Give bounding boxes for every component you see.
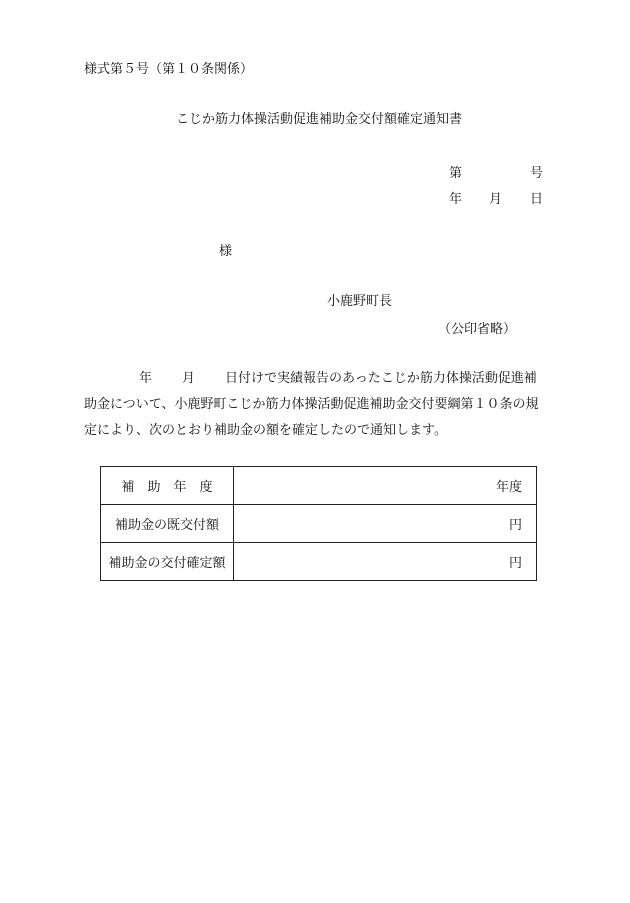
table-row — [101, 543, 537, 581]
body-month-label: 月 — [182, 371, 196, 386]
reference-number-suffix: 号 — [530, 166, 544, 181]
issuer-name: 小鹿野町長 — [327, 294, 393, 309]
row-value-already-granted: 円 — [234, 505, 537, 543]
body-line-3: 定により、次のとおり補助金の額を確定したので通知します。 — [84, 423, 447, 438]
row-label-confirmed-amount: 補助金の交付確定額 — [101, 543, 234, 581]
row-value-subsidy-year: 年度 — [234, 467, 537, 505]
body-line-1-text: 日付けで実績報告のあったこじか筋力体操活動促進補 — [225, 371, 537, 386]
body-line-1 — [84, 366, 564, 392]
body-year-label: 年 — [139, 371, 153, 386]
document-title: こじか筋力体操活動促進補助金交付額確定通知書 — [176, 112, 463, 127]
row-value-confirmed-amount: 円 — [234, 543, 537, 581]
date-day-label: 日 — [530, 192, 544, 207]
body-line-2: 助金について、小鹿野町こじか筋力体操活動促進補助金交付要綱第１０条の規 — [84, 397, 539, 412]
date-month-label: 月 — [489, 192, 503, 207]
reference-number-prefix: 第 — [449, 166, 463, 181]
table-row — [101, 467, 537, 505]
table-row — [101, 505, 537, 543]
row-label-already-granted: 補助金の既交付額 — [101, 505, 234, 543]
row-label-subsidy-year: 補 助 年 度 — [101, 467, 234, 505]
date-year-label: 年 — [449, 192, 463, 207]
seal-omitted-note: （公印省略） — [438, 322, 517, 337]
form-number: 様式第５号（第１０条関係） — [84, 62, 254, 77]
subsidy-table — [100, 466, 537, 581]
addressee-honorific: 様 — [219, 244, 233, 259]
notice-body — [84, 366, 564, 444]
